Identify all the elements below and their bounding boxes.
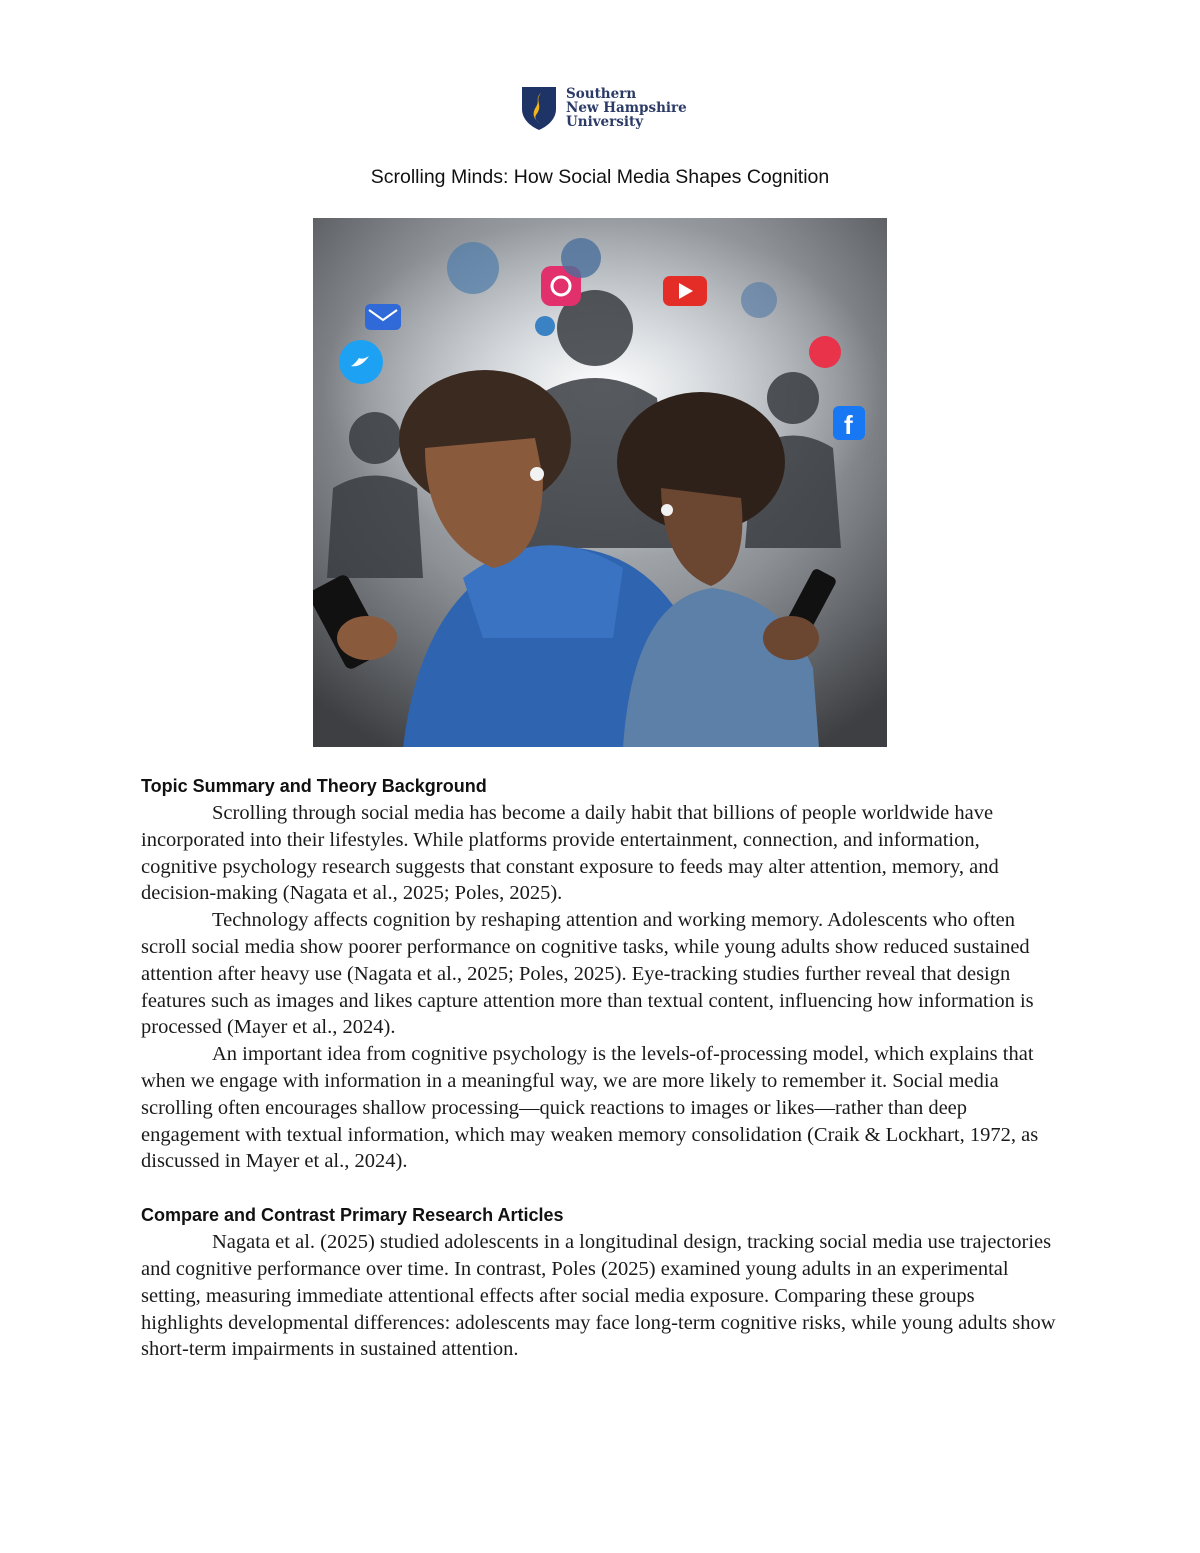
- email-icon: [365, 304, 401, 330]
- paragraph: An important idea from cognitive psychology is the levels-of-processing model, which explains that when we engage with information in a meaningful way, we are more likely to remember it. Social media scrolling often encourages shallow processing—quick reactions to images or likes—rather than deep engagement with textual information, which may weaken memory consolidation (Craik & Lockhart, 1972, as discussed in Mayer et al., 2024).: [141, 1043, 1039, 1173]
- section-heading-compare-contrast: Compare and Contrast Primary Research Articles: [141, 1205, 564, 1226]
- logo-line-3: University: [566, 114, 644, 130]
- shield-icon: [520, 85, 558, 131]
- twitter-icon: [339, 340, 383, 384]
- document-body: [141, 773, 1061, 1363]
- logo-line-2: New Hampshire: [566, 100, 687, 116]
- paragraph: Technology affects cognition by reshaping attention and working memory. Adolescents who often scroll social media show poorer performance on cognitive tasks, while young adults show reduced sustained attention after heavy use (Nagata et al., 2025; Poles, 2025). Eye-tracking studies further reveal that design features such as images and likes capture attention more than textual content, influencing how information is processed (Mayer et al., 2024).: [141, 909, 1034, 1039]
- hero-illustration: [313, 218, 887, 747]
- section-spacer: [141, 1175, 1061, 1202]
- youtube-icon: [663, 276, 707, 306]
- logo-line-1: Southern: [566, 86, 637, 102]
- paragraph: Scrolling through social media has become a daily habit that billions of people worldwide have incorporated into their lifestyles. While platforms provide entertainment, connection, and information, cognitive psychology research suggests that constant exposure to feeds may alter attention, memory, and decision-making (Nagata et al., 2025; Poles, 2025).: [141, 802, 999, 905]
- university-logo: [520, 84, 700, 132]
- document-title: Scrolling Minds: How Social Media Shapes Cognition: [370, 166, 830, 188]
- logo-wordmark: [566, 87, 687, 129]
- paragraph: Nagata et al. (2025) studied adolescents in a longitudinal design, tracking social media use trajectories and cognitive performance over time. In contrast, Poles (2025) examined young adults in an experimental setting, measuring immediate attentional effects after social media exposure. Comparing these groups highlights developmental differences: adolescents may face long-term cognitive risks, while young adults show short-term impairments in sustained attention.: [141, 1231, 1056, 1361]
- facebook-icon: [833, 406, 865, 440]
- section-heading-topic-summary: Topic Summary and Theory Background: [141, 776, 487, 796]
- svg-text:f: f: [844, 410, 853, 440]
